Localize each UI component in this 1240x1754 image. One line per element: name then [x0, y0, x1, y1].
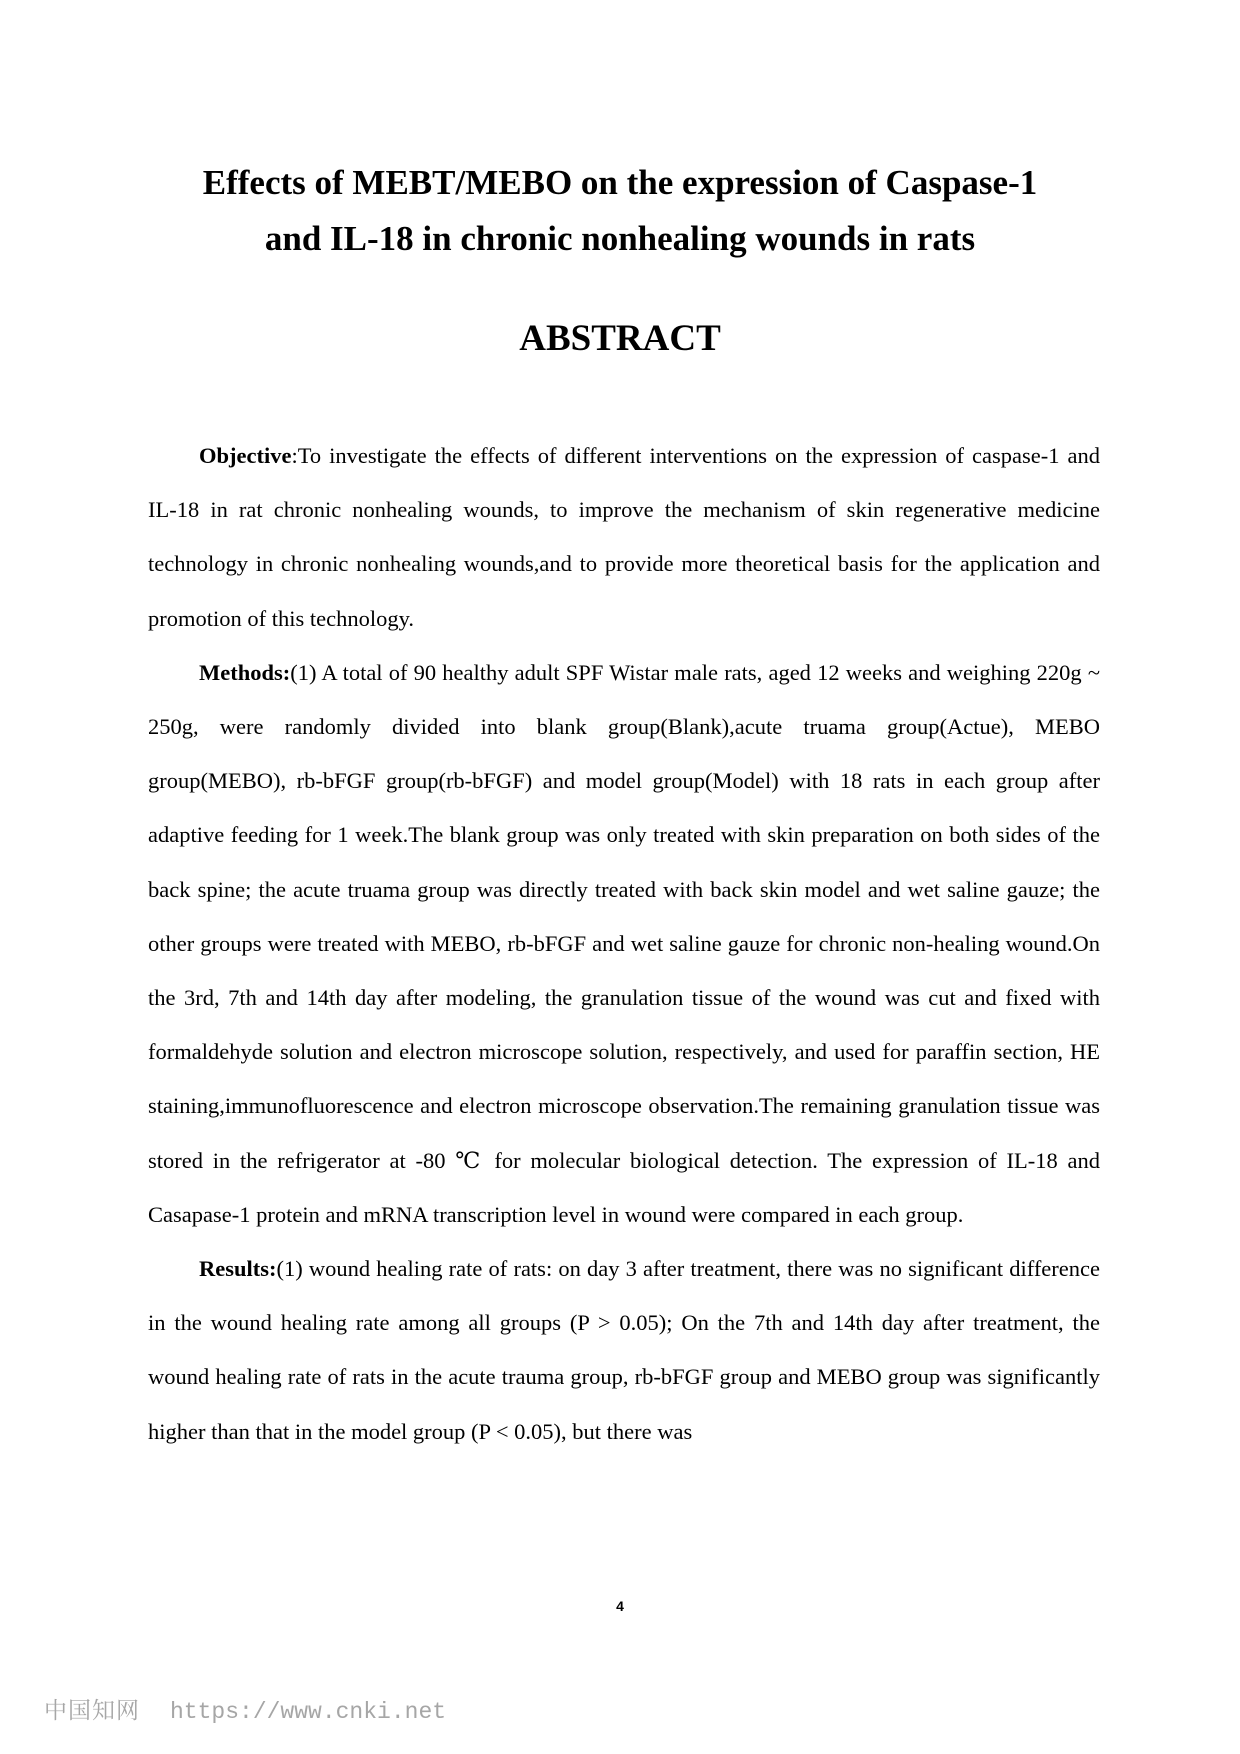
abstract-body — [148, 429, 1100, 1459]
results-text: (1) wound healing rate of rats: on day 3 after treatment, there was no significant difference in the wound healing rate among all groups (P > 0.05); On the 7th and 14th day after treatment, the wound healing rate of rats in the acute trauma group, rb-bFGF group and MEBO group was significantly higher than that in the model group (P < 0.05), but there was — [148, 1256, 1100, 1444]
objective-paragraph — [148, 429, 1100, 646]
cnki-url: https://www.cnki.net — [170, 1699, 447, 1725]
methods-paragraph — [148, 646, 1100, 1242]
results-label: Results: — [199, 1256, 277, 1282]
paper-title-line-1: Effects of MEBT/MEBO on the expression of Caspase-1 — [202, 163, 1038, 202]
results-paragraph — [148, 1242, 1100, 1459]
paper-title — [120, 155, 1120, 267]
abstract-heading: ABSTRACT — [519, 318, 721, 359]
objective-label: Objective — [199, 443, 292, 468]
methods-text: (1) A total of 90 healthy adult SPF Wistar male rats, aged 12 weeks and weighing 220g ~ 250g, were randomly divided into blank group(Blank),acute truama group(Actue), MEBO group(MEBO), rb-bFGF group(rb-bFGF) and model group(Model) with 18 rats in each group after adaptive feeding for 1 week.The blank group was only treated with skin preparation on both sides of the back spine; the acute truama group was directly treated with back skin model and wet saline gauze; the other groups were treated with MEBO, rb-bFGF and wet saline gauze for chronic non-healing wound.On the 3rd, 7th and 14th day after modeling, the granulation tissue of the wound was cut and fixed with formaldehyde solution and electron microscope solution, respectively, and used for paraffin section, HE staining,immunofluorescence and electron microscope observation.The remaining granulation tissue was stored in the refrigerator at -80 ℃ for molecular biological detection. The expression of IL-18 and Casapase-1 protein and mRNA transcription level in wound were compared in each group. — [148, 659, 1100, 1227]
cnki-brand: 中国知网 — [44, 1698, 140, 1724]
objective-text: :To investigate the effects of different interventions on the expression of caspase-1 and IL-18 in rat chronic nonhealing wounds, to improve the mechanism of skin regenerative medicine technology in chronic nonhealing wounds,and to provide more theoretical basis for the application and promotion of this technology. — [148, 443, 1100, 631]
methods-label: Methods: — [199, 659, 291, 685]
paper-title-line-2: and IL-18 in chronic nonhealing wounds in rats — [264, 219, 976, 258]
page-number: 4 — [616, 1598, 624, 1614]
cnki-watermark — [44, 1692, 446, 1725]
